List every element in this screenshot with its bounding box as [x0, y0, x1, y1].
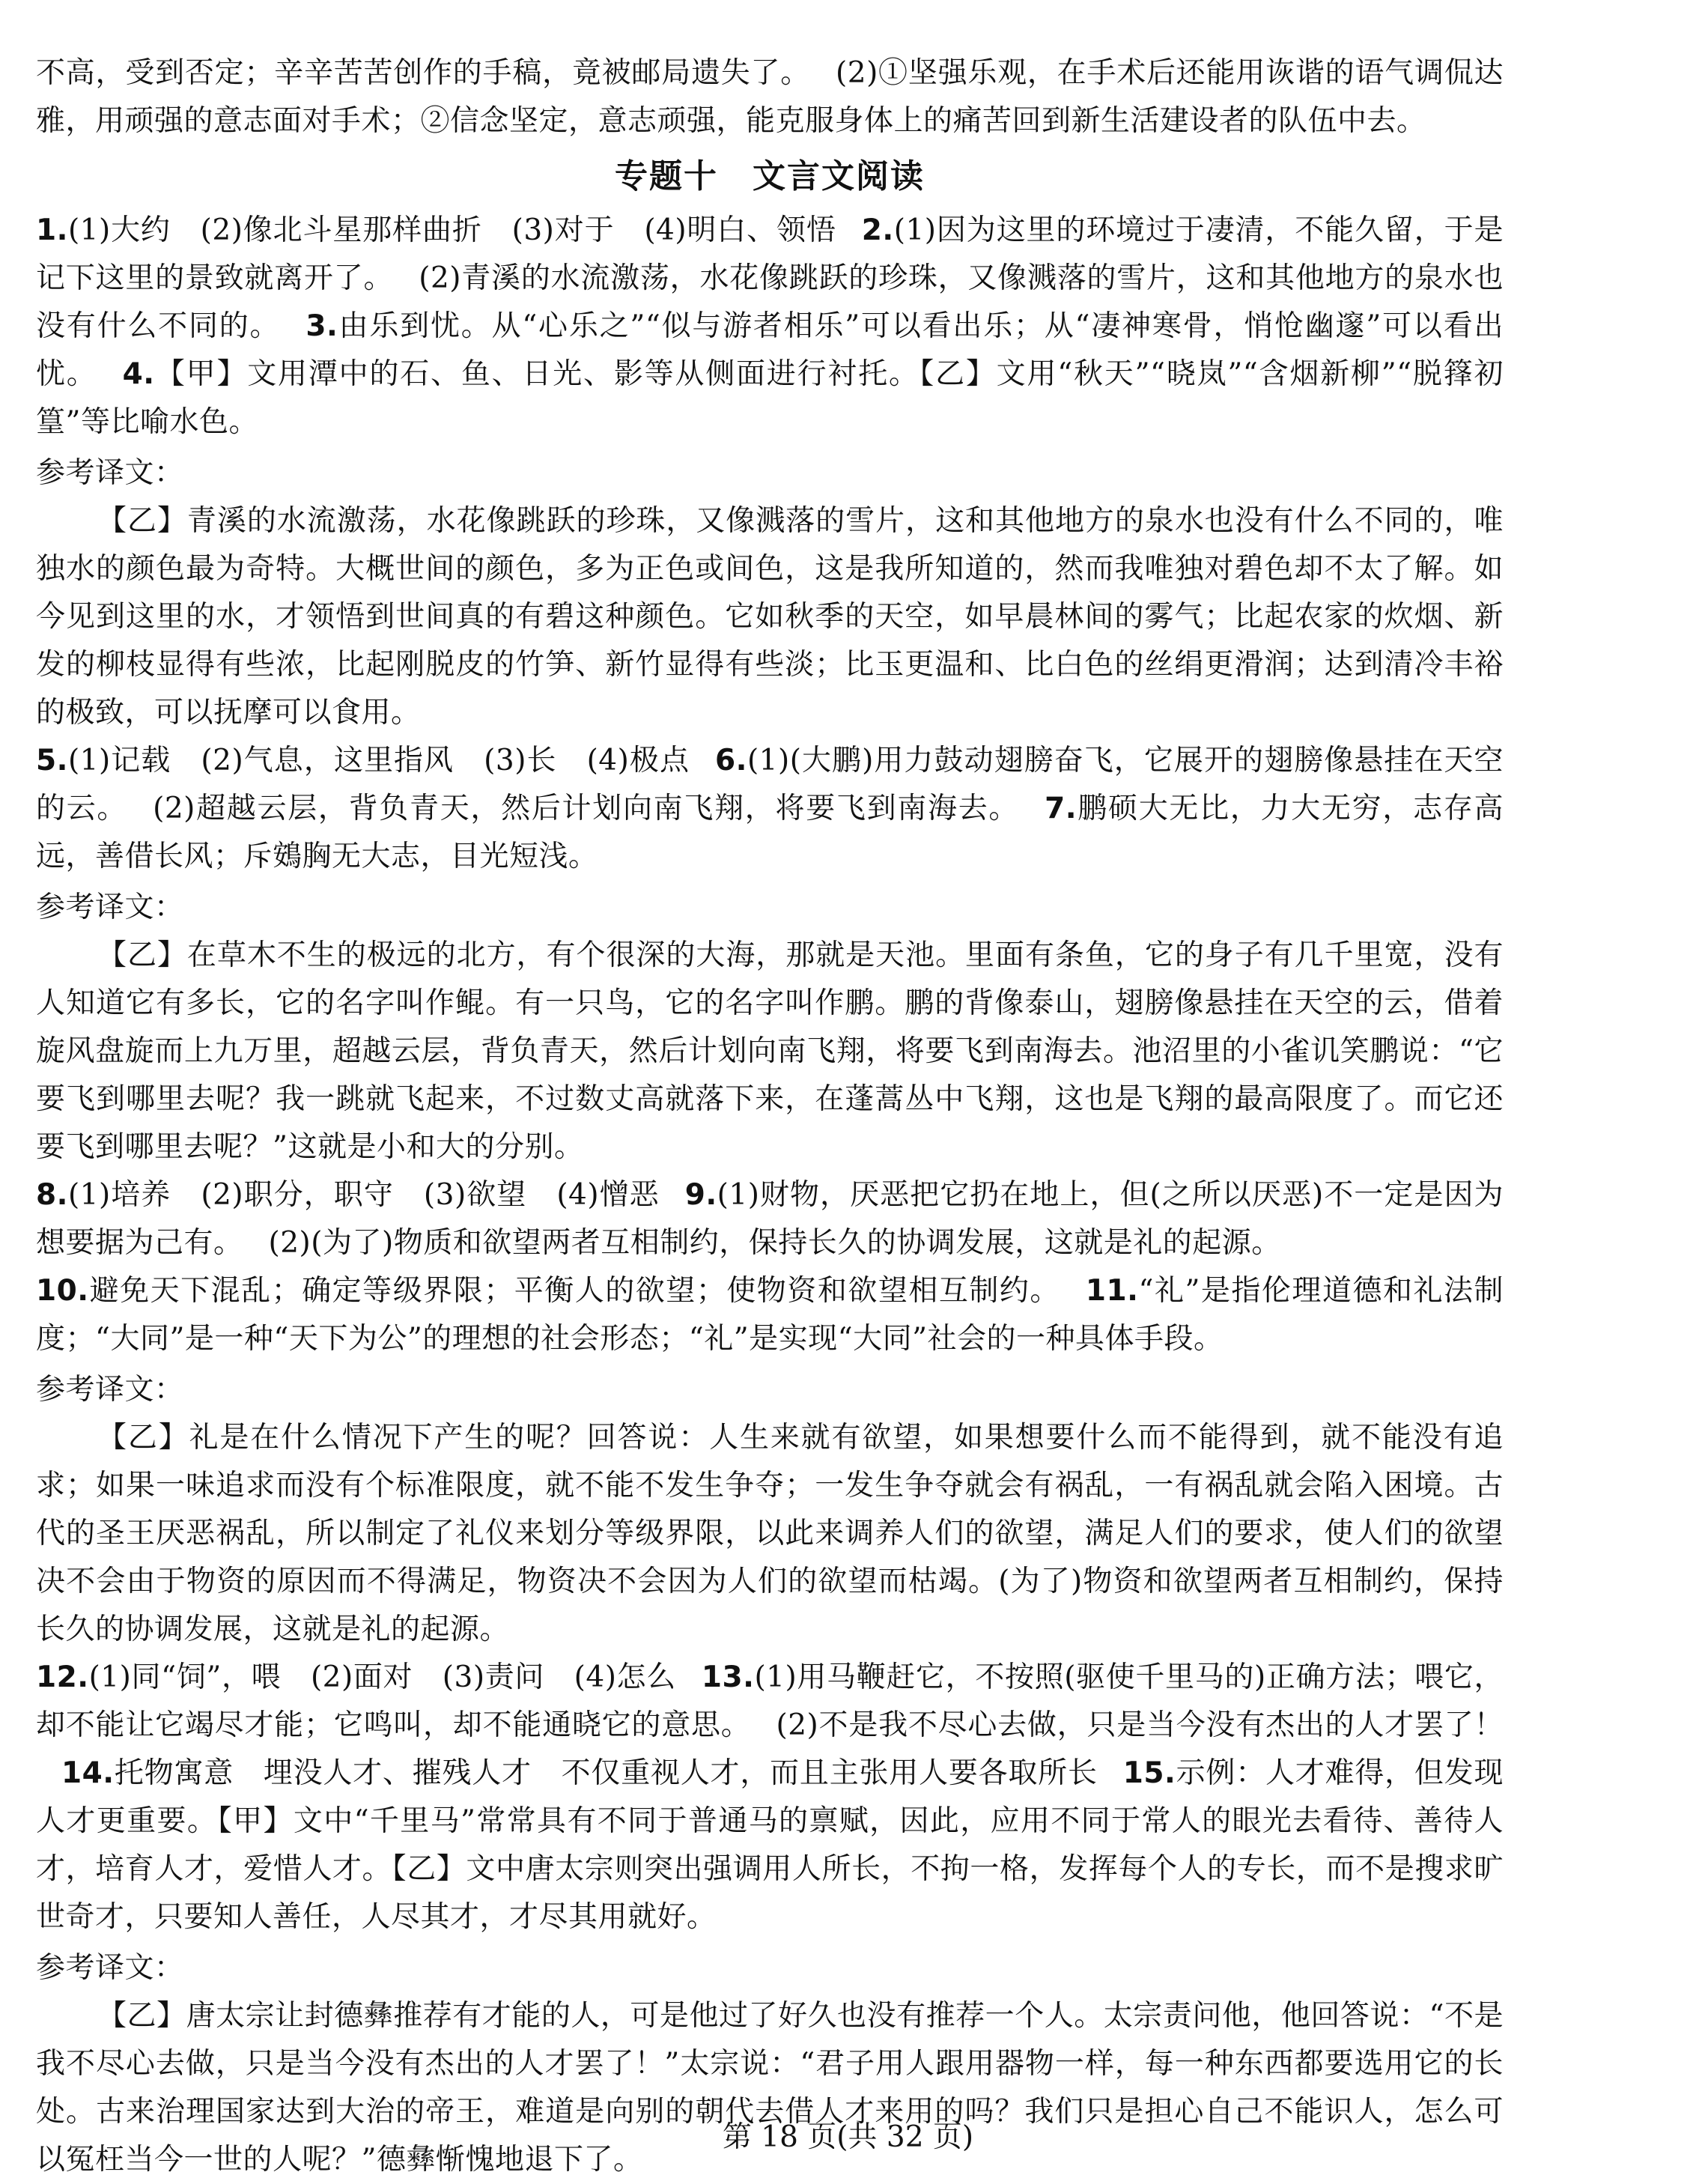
answer-2a: (1)因为这里的环境过于凄清，不能久留，于是记下这里的景致就离开了。	[36, 213, 1504, 295]
q-number: 13.	[701, 1660, 755, 1694]
answer-6a: (1)(大鹏)用力鼓动翅膀奋飞，它展开的翅膀像悬挂在天空的云。	[36, 744, 1504, 825]
page-number: 第 18 页(共 32 页)	[722, 2120, 974, 2154]
q-number: 14.	[61, 1756, 115, 1790]
answers-5-7	[36, 737, 1504, 881]
answer-9b: (2)(为了)物质和欲望两者互相制约，保持长久的协调发展，这就是礼的起源。	[268, 1226, 1281, 1260]
answers-8-11	[36, 1171, 1504, 1363]
answer-1: (1)大约 (2)像北斗星那样曲折 (3)对于 (4)明白、领悟	[67, 213, 836, 247]
q-number: 4.	[122, 357, 155, 391]
answer-14: 托物寓意 埋没人才、摧残人才 不仅重视人才，而且主张用人要各取所长	[114, 1756, 1098, 1790]
section-title: 专题十 文言文阅读	[615, 157, 925, 195]
answers-12-15	[36, 1654, 1504, 1941]
answer-12: (1)同“饲”，喂 (2)面对 (3)责问 (4)怎么	[88, 1660, 676, 1694]
q-number: 9.	[684, 1178, 717, 1212]
reference-translation-2: 【乙】在草木不生的极远的北方，有个很深的大海，那就是天池。里面有条鱼，它的身子有几千里宽，没有人知道它有多长，它的名字叫作鲲。有一只鸟，它的名字叫作鹏。鹏的背像泰山，翅膀像悬挂在天空的云，借着旋风盘旋而上九万里，超越云层，背负青天，然后计划向南飞翔，将要飞到南海去。池沼里的小雀讥笑鹏说：“它要飞到哪里去呢？我一跳就飞起来，不过数丈高就落下来，在蓬蒿丛中飞翔，这也是飞翔的最高限度了。而它还要飞到哪里去呢？”这就是小和大的分别。	[36, 938, 1504, 1164]
answer-11: “礼”是指伦理道德和礼法制度；“大同”是一种“天下为公”的理想的社会形态；“礼”是实现“大同”社会的一种具体手段。	[36, 1274, 1504, 1356]
answer-page	[36, 49, 1504, 2184]
answers-1-4	[36, 207, 1504, 446]
q-number: 12.	[36, 1660, 89, 1694]
q-number: 6.	[715, 744, 747, 777]
q-number: 7.	[1045, 792, 1078, 825]
answer-7: 鹏硕大无比，力大无穷，志存高远，善借长风；斥鴳胸无大志，目光短浅。	[36, 792, 1504, 873]
reference-translation-4: 【乙】唐太宗让封德彝推荐有才能的人，可是他过了好久也没有推荐一个人。太宗责问他，他回答说：“不是我不尽心去做，只是当今没有杰出的人才罢了！”太宗说：“君子用人跟用器物一样，每一种东西都要选用它的长处。古来治理国家达到大治的帝王，难道是向别的朝代去借人才来用的吗？我们只是担心自己不能识人，怎么可以冤枉当今一世的人呢？”德彝惭愧地退下了。	[36, 1999, 1504, 2177]
q-number: 5.	[36, 744, 68, 777]
answer-6b: (2)超越云层，背负青天，然后计划向南飞翔，将要飞到南海去。	[153, 792, 1020, 825]
intro-text: 不高，受到否定；辛辛苦苦创作的手稿，竟被邮局遗失了。	[36, 56, 811, 90]
reference-translation-1: 【乙】青溪的水流激荡，水花像跳跃的珍珠，又像溅落的雪片，这和其他地方的泉水也没有什么不同的，唯独水的颜色最为奇特。大概世间的颜色，多为正色或间色，这是我所知道的，然而我唯独对碧色却不太了解。如今见到这里的水，才领悟到世间真的有碧这种颜色。它如秋季的天空，如早晨林间的雾气；比起农家的炊烟、新发的柳枝显得有些浓，比起刚脱皮的竹笋、新竹显得有些淡；比玉更温和、比白色的丝绢更滑润；达到清冷丰裕的极致，可以抚摩可以食用。	[36, 504, 1504, 729]
answer-5: (1)记载 (2)气息，这里指风 (3)长 (4)极点	[67, 744, 690, 777]
answer-9a: (1)财物，厌恶把它扔在地上，但(之所以厌恶)不一定是因为想要据为己有。	[36, 1178, 1504, 1260]
answer-10: 避免天下混乱；确定等级界限；平衡人的欲望；使物资和欲望相互制约。	[88, 1274, 1060, 1308]
answer-13a: (1)用马鞭赶它，不按照(驱使千里马的)正确方法；喂它，却不能让它竭尽才能；它鸣叫，却不能通晓它的意思。	[36, 1660, 1504, 1742]
answer-4: 【甲】文用潭中的石、鱼、日光、影等从侧面进行衬托。【乙】文用“秋天”“晓岚”“含烟新柳”“脱箨初篁”等比喻水色。	[36, 357, 1504, 439]
q-number: 1.	[36, 213, 68, 247]
intro-answer-2: (2)①坚强乐观，在手术后还能用诙谐的语气调侃达雅，用顽强的意志面对手术；②信念坚定，意志顽强，能克服身体上的痛苦回到新生活建设者的队伍中去。	[36, 56, 1504, 138]
answer-15: 示例：人才难得，但发现人才更重要。【甲】文中“千里马”常常具有不同于普通马的禀赋，因此，应用不同于常人的眼光去看待、善待人才，培育人才，爱惜人才。【乙】文中唐太宗则突出强调用人所长，不拘一格，发挥每个人的专长，而不是搜求旷世奇才，只要知人善任，人尽其才，才尽其用就好。	[36, 1756, 1504, 1934]
answer-8: (1)培养 (2)职分，职守 (3)欲望 (4)憎恶	[67, 1178, 660, 1212]
intro-paragraph	[36, 49, 1504, 145]
reference-label: 参考译文：	[36, 1373, 184, 1407]
answer-2b: (2)青溪的水流激荡，水花像跳跃的珍珠，又像溅落的雪片，这和其他地方的泉水也没有什么不同的。	[36, 261, 1504, 343]
q-number: 3.	[306, 309, 338, 343]
answer-3: 由乐到忧。从“心乐之”“似与游者相乐”可以看出乐；从“凄神寒骨，悄怆幽邃”可以看出忧。	[36, 309, 1504, 391]
reference-label: 参考译文：	[36, 456, 184, 490]
reference-label: 参考译文：	[36, 1951, 184, 1985]
reference-label: 参考译文：	[36, 891, 184, 924]
q-number: 11.	[1085, 1274, 1139, 1308]
q-number: 8.	[36, 1178, 68, 1212]
q-number: 2.	[861, 213, 894, 247]
q-number: 10.	[36, 1274, 89, 1308]
reference-translation-3: 【乙】礼是在什么情况下产生的呢？回答说：人生来就有欲望，如果想要什么而不能得到，就不能没有追求；如果一味追求而没有个标准限度，就不能不发生争夺；一发生争夺就会有祸乱，一有祸乱就会陷入困境。古代的圣王厌恶祸乱，所以制定了礼仪来划分等级界限，以此来调养人们的欲望，满足人们的要求，使人们的欲望决不会由于物资的原因而不得满足，物资决不会因为人们的欲望而枯竭。(为了)物资和欲望两者互相制约，保持长久的协调发展，这就是礼的起源。	[36, 1421, 1504, 1646]
answer-13b: (2)不是我不尽心去做，只是当今没有杰出的人才罢了！	[776, 1708, 1504, 1742]
q-number: 15.	[1122, 1756, 1176, 1790]
